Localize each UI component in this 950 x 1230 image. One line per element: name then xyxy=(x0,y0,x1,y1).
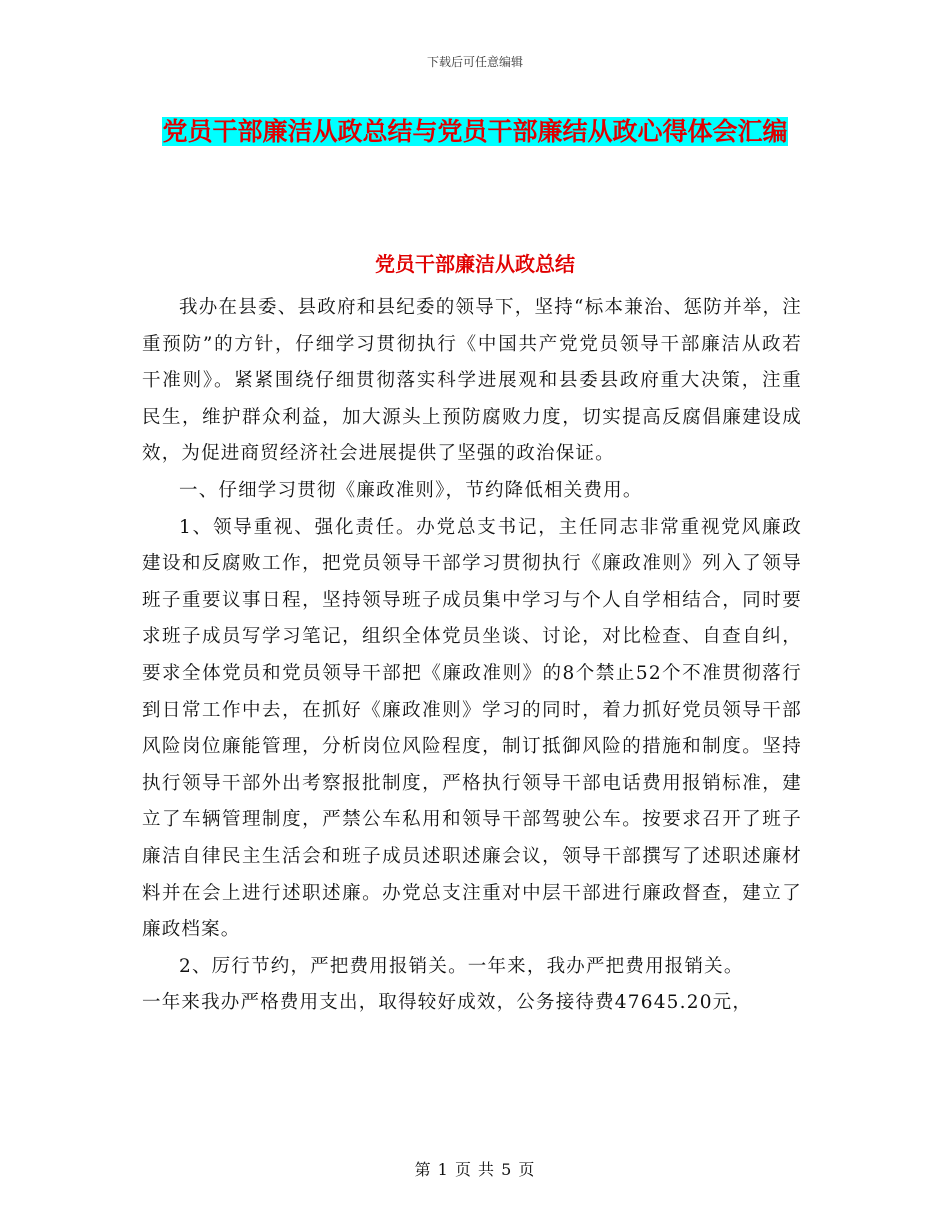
body-paragraph-item-2: 2、厉行节约，严把费用报销关。一年来，我办严把费用报销关。 xyxy=(179,955,744,977)
body-paragraph-intro: 我办在县委、县政府和县纪委的领导下，坚持“标本兼治、惩防并举，注重预防”的方针，仔细学习贯彻执行《中国共产党党员领导干部廉洁从政若干准则》。紧紧围绕仔细贯彻落实科学进展观和县委县政府重大决策，注重民生，维护群众利益，加大源头上预防腐败力度，切实提高反腐倡廉建设成效，为促进商贸经济社会进展提供了坚强的政治保证。 xyxy=(142,297,802,465)
document-title-text: 党员干部廉洁从政总结与党员干部廉结从政心得体会汇编 xyxy=(162,117,788,146)
body-paragraph-item-1: 1、领导重视、强化责任。办党总支书记，主任同志非常重视党风廉政建设和反腐败工作，把党员领导干部学习贯彻执行《廉政准则》列入了领导班子重要议事日程，坚持领导班子成员集中学习与个人自学相结合，同时要求班子成员写学习笔记，组织全体党员坐谈、讨论，对比检查、自查自纠，要求全体党员和党员领导干部把《廉政准则》的8个禁止52个不准贯彻落行到日常工作中去，在抓好《廉政准则》学习的同时，着力抓好党员领导干部风险岗位廉能管理，分析岗位风险程度，制订抵御风险的措施和制度。坚持执行领导干部外出考察报批制度，严格执行领导干部电话费用报销标准，建立了车辆管理制度，严禁公车私用和领导干部驾驶公车。按要求召开了班子廉洁自律民主生活会和班子成员述职述廉会议，领导干部撰写了述职述廉材料并在会上进行述职述廉。办党总支注重对中层干部进行廉政督查，建立了廉政档案。 xyxy=(142,516,802,941)
page-number-footer: 第 1 页 共 5 页 xyxy=(414,1160,536,1179)
section-title: 党员干部廉洁从政总结 xyxy=(375,252,575,276)
body-paragraph-continuation: 一年来我办严格费用支出，取得较好成效，公务接待费47645.20元， xyxy=(142,992,753,1014)
page-header-note: 下载后可任意编辑 xyxy=(426,55,523,69)
document-title xyxy=(140,108,810,155)
document-body xyxy=(142,290,802,1022)
body-paragraph-heading-1: 一、仔细学习贯彻《廉政准则》，节约降低相关费用。 xyxy=(179,479,643,501)
